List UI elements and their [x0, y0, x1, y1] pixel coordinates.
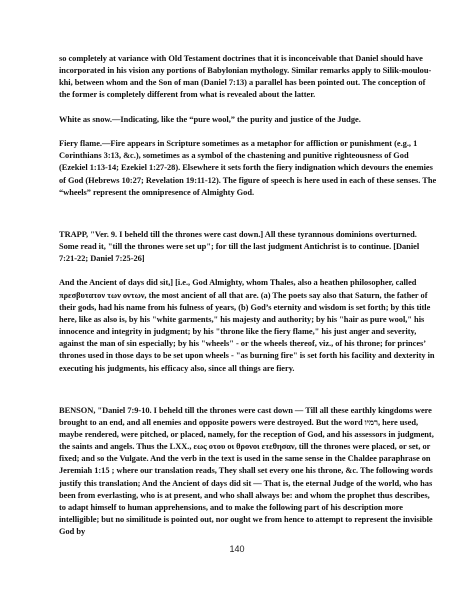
paragraph-ancient-of-days: And the Ancient of days did sit,] [i.e., God Almighty, whom Thales, also a heathen philosopher, called πρεσβυτατον των οντων, the most ancient of all that are. (a) The poets say also that Saturn, the father of their gods, had his name from his fulness of years, (b) God’s eternity and wisdom is set forth; by this title here, like as also is, by his "white garments," his majesty and authority; by his "hair as pure wool," his innocence and integrity in judgment; by his "throne like the fiery flame," his just anger and severity, against the man of sin especially; by his "wheels" - or the wheels thereof, viz., of his throne; for princes’ thrones used in those days to be set upon wheels - "as burning fire" is set forth his facility and dexterity in executing his judgments, his efficacy also, since all things are fiery.: [59, 278, 435, 373]
paragraph-continuation: so completely at variance with Old Testament doctrines that it is inconceivable that Daniel should have incorporated in his vision any portions of Babylonian mythology. Similar remarks apply to Silik-moulou-khi, between whom and the Son of man (Daniel 7:13) a parallel has been pointed out. The conception of the former is completely different from what is revealed about the latter.: [59, 54, 432, 100]
paragraph-gap: [59, 126, 437, 138]
paragraph-benson: BENSON, "Daniel 7:9-10. I beheld till the thrones were cast down — Till all these earthly kingdoms were brought to an end, and all enemies and opposite powers were destroyed. But the word רמיו, here used, maybe rendered, were pitched, or placed, namely, for the reception of God, and his assessors in judgment, the saints and angels. Thus the LXX., εως οτου οι θρονοι ετεθησαν, till the thrones were placed, or set, or fixed; and so the Vulgate. And the verb in the text is used in the same sense in the Chaldee paraphrase on Jeremiah 1:15 ; where our translation reads, They shall set every one his throne, &c. The following words justify this translation; And the Ancient of days did sit — That is, the eternal Judge of the world, who has been from everlasting, who is at present, and who shall always be: and whom the prophet thus describes, to adapt himself to human apprehensions, and to make the following part of his description more intelligible; but no similitude is pointed out, nor ought we from hence to attempt to represent the invisible God by: [59, 405, 434, 537]
paragraph-fiery-flame: Fiery flame.—Fire appears in Scripture sometimes as a metaphor for affliction or punishment (e.g., 1 Corinthians 3:13, &c.), sometimes as a symbol of the chastening and punitive righteousness of God (Ezekiel 1:13-14; Ezekiel 1:27-28). Elsewhere it sets forth the fiery indignation which devours the enemies of God (Hebrews 10:27; Revelation 19:11-12). The figure of speech is here used in each of these senses. The “wheels” represent the omnipresence of Almighty God.: [59, 139, 437, 197]
section-gap: [59, 199, 437, 229]
paragraph-trapp: TRAPP, "Ver. 9. I beheld till the thrones were cast down.] All these tyrannous dominions overturned. Some read it, "till the thrones were set up"; for till the last judgment Antichrist is to continue. [Daniel 7:21-22; Daniel 7:25-26]: [59, 229, 420, 264]
page-number: 140: [229, 544, 245, 554]
body-text: [59, 53, 437, 538]
paragraph-gap: [59, 265, 437, 277]
paragraph-gap: [59, 102, 437, 114]
section-gap: [59, 375, 437, 405]
paragraph-white-as-snow: White as snow.—Indicating, like the “pure wool,” the purity and justice of the Judge.: [59, 114, 361, 124]
